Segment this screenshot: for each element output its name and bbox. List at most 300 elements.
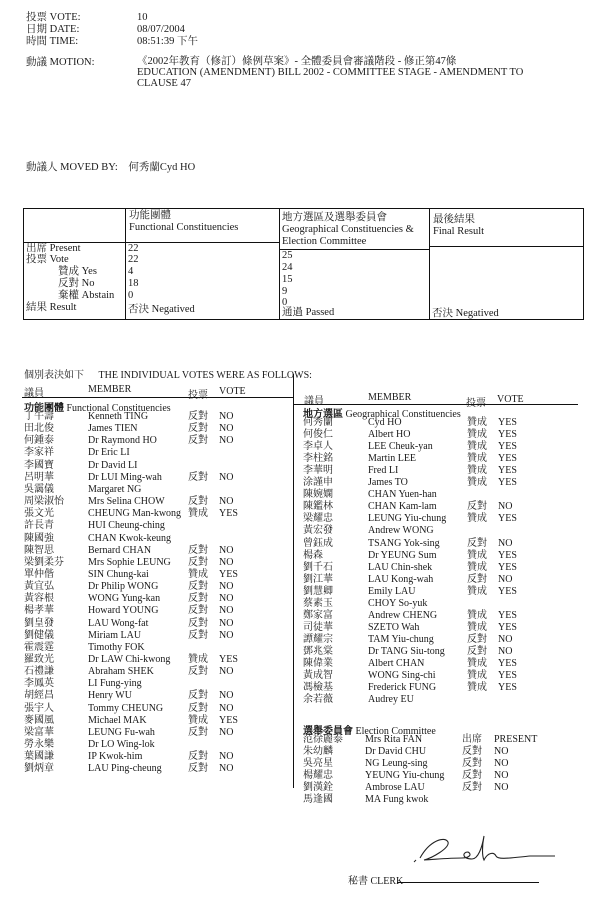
member-name-en: Dr LAW Chi-kwong bbox=[88, 654, 171, 665]
vote-en: NO bbox=[219, 666, 234, 678]
member-name-en: CHEUNG Man-kwong bbox=[88, 508, 182, 520]
vote-en: YES bbox=[498, 549, 517, 561]
member-name-en: Tommy CHEUNG bbox=[88, 702, 164, 714]
member-name-zh: 黃宏發 bbox=[303, 525, 333, 537]
final-header-en: Final Result bbox=[433, 226, 485, 237]
vote-en: YES bbox=[498, 561, 517, 573]
member-row bbox=[24, 411, 279, 423]
column-divider bbox=[293, 374, 294, 788]
member-row bbox=[24, 666, 279, 678]
vote-en: PRESENT bbox=[494, 734, 538, 745]
member-name-zh: 馬逢國 bbox=[303, 794, 333, 805]
member-name-zh: 鄧兆棠 bbox=[303, 645, 333, 657]
right-col-vote-zh: 投票 bbox=[466, 398, 486, 409]
right-col-vote-en: VOTE bbox=[497, 394, 524, 405]
vote-en: NO bbox=[219, 702, 234, 714]
vote-zh: 反對 bbox=[462, 782, 482, 793]
vote-zh: 反對 bbox=[188, 702, 208, 714]
member-name-zh: 葉國謙 bbox=[24, 751, 54, 763]
member-name-zh: 吳靄儀 bbox=[24, 483, 54, 495]
member-name-zh: 胡經昌 bbox=[24, 690, 54, 702]
member-row bbox=[24, 508, 279, 520]
member-name-zh: 梁劉柔芬 bbox=[24, 556, 64, 568]
vote-zh: 贊成 bbox=[188, 568, 208, 580]
member-row bbox=[303, 538, 558, 550]
member-name-zh: 李鳳英 bbox=[24, 678, 54, 690]
vote-zh: 贊成 bbox=[467, 585, 487, 597]
functional-vote: 22 bbox=[128, 254, 139, 265]
member-name-en: Cyd HO bbox=[368, 417, 402, 428]
member-name-zh: 黃成智 bbox=[303, 670, 333, 682]
member-name-en: LEUNG Fu-wah bbox=[88, 726, 155, 738]
member-row bbox=[303, 770, 554, 782]
member-name-en: Dr YEUNG Sum bbox=[368, 549, 437, 561]
vote-zh: 反對 bbox=[188, 629, 208, 641]
member-name-zh: 呂明華 bbox=[24, 471, 54, 483]
vote-en: YES bbox=[498, 465, 517, 477]
ec-section-en: Election Committee bbox=[355, 726, 436, 737]
member-row bbox=[303, 746, 554, 758]
member-name-zh: 李華明 bbox=[303, 465, 333, 477]
geo-yes: 15 bbox=[282, 274, 293, 285]
functional-yes: 4 bbox=[128, 266, 134, 277]
vote-zh: 出席 bbox=[462, 734, 482, 745]
vote-zh: 贊成 bbox=[188, 714, 208, 726]
member-name-en: Albert HO bbox=[368, 429, 411, 441]
member-name-zh: 許長青 bbox=[24, 520, 54, 532]
vote-zh: 贊成 bbox=[467, 441, 487, 453]
member-name-en: LAU Chin-shek bbox=[368, 561, 433, 573]
vote-en: NO bbox=[498, 573, 513, 585]
member-row bbox=[24, 642, 279, 654]
geo-no: 9 bbox=[282, 286, 288, 297]
member-row bbox=[24, 703, 279, 715]
vote-label: 投票 VOTE: bbox=[26, 12, 81, 23]
vote-en: NO bbox=[219, 496, 234, 508]
member-name-zh: 張宇人 bbox=[24, 702, 54, 714]
functional-abstain: 0 bbox=[128, 290, 134, 301]
vote-zh: 反對 bbox=[188, 471, 208, 483]
member-name-zh: 鄭家富 bbox=[303, 609, 333, 621]
member-row bbox=[303, 429, 558, 441]
member-name-en: Albert CHAN bbox=[368, 658, 425, 669]
vote-zh: 反對 bbox=[188, 411, 208, 422]
geo-header-en-1: Geographical Constituencies & bbox=[282, 224, 414, 235]
vote-en: NO bbox=[498, 633, 513, 645]
member-name-en: Bernard CHAN bbox=[88, 544, 152, 556]
member-row bbox=[24, 690, 279, 702]
clerk-signature bbox=[410, 832, 560, 872]
member-name-en: LI Fung-ying bbox=[88, 678, 142, 690]
member-name-en: Michael MAK bbox=[88, 714, 147, 726]
left-col-member-zh: 議員 bbox=[24, 388, 44, 399]
left-col-vote-en: VOTE bbox=[219, 386, 246, 397]
member-name-en: Abraham SHEK bbox=[88, 666, 154, 678]
member-name-en: LAU Kong-wah bbox=[368, 573, 434, 585]
table-divider bbox=[429, 209, 430, 319]
vote-zh: 贊成 bbox=[467, 561, 487, 573]
member-name-zh: 李柱銘 bbox=[303, 453, 333, 465]
vote-zh: 贊成 bbox=[467, 513, 487, 525]
member-row bbox=[24, 435, 279, 447]
member-row bbox=[303, 417, 558, 429]
vote-en: YES bbox=[219, 654, 238, 665]
vote-en: NO bbox=[219, 593, 234, 605]
member-row bbox=[303, 634, 558, 646]
member-name-en: Mrs Selina CHOW bbox=[88, 496, 165, 508]
member-row bbox=[24, 593, 279, 605]
member-row bbox=[24, 472, 279, 484]
member-row bbox=[303, 586, 558, 598]
member-row bbox=[303, 622, 558, 634]
left-header-rule bbox=[22, 397, 294, 398]
functional-header-en: Functional Constituencies bbox=[129, 222, 239, 233]
vote-en: NO bbox=[219, 605, 234, 617]
member-row bbox=[303, 465, 558, 477]
member-name-en: Martin LEE bbox=[368, 453, 417, 465]
member-row bbox=[24, 569, 279, 581]
vote-en: YES bbox=[498, 417, 517, 428]
functional-header-zh: 功能團體 bbox=[129, 210, 171, 221]
vote-en: NO bbox=[219, 726, 234, 738]
member-name-en: James TIEN bbox=[88, 423, 138, 435]
vote-en: YES bbox=[498, 585, 517, 597]
member-name-en: NG Leung-sing bbox=[365, 758, 428, 769]
vote-zh: 贊成 bbox=[467, 621, 487, 633]
final-header-zh: 最後結果 bbox=[433, 214, 475, 225]
left-col-member-en: MEMBER bbox=[88, 384, 132, 395]
member-name-zh: 陳智思 bbox=[24, 544, 54, 556]
member-name-zh: 司徒華 bbox=[303, 621, 333, 633]
member-name-en: Dr David LI bbox=[88, 459, 138, 471]
member-name-zh: 蔡素玉 bbox=[303, 597, 333, 609]
vote-en: NO bbox=[494, 782, 509, 793]
vote-zh: 反對 bbox=[467, 645, 487, 657]
member-name-en: Margaret NG bbox=[88, 483, 142, 495]
vote-en: NO bbox=[219, 435, 234, 447]
member-name-en: Dr TANG Siu-tong bbox=[368, 645, 445, 657]
vote-zh: 反對 bbox=[462, 746, 482, 757]
member-name-en: Howard YOUNG bbox=[88, 605, 159, 617]
member-name-en: Andrew WONG bbox=[368, 525, 434, 537]
vote-zh: 反對 bbox=[467, 537, 487, 549]
member-name-zh: 劉炳章 bbox=[24, 763, 54, 775]
vote-en: NO bbox=[494, 770, 509, 781]
vote-zh: 反對 bbox=[188, 496, 208, 508]
vote-en: YES bbox=[498, 670, 517, 682]
member-row bbox=[303, 794, 554, 806]
vote-en: NO bbox=[219, 556, 234, 568]
geo-section-en: Geographical Constituencies bbox=[345, 409, 461, 420]
vote-en: YES bbox=[498, 609, 517, 621]
member-name-zh: 陳國強 bbox=[24, 532, 54, 544]
member-name-zh: 劉慧卿 bbox=[303, 585, 333, 597]
member-name-en: LAU Ping-cheung bbox=[88, 763, 162, 775]
member-name-en: Fred LI bbox=[368, 465, 399, 477]
table-divider bbox=[125, 242, 279, 243]
member-name-en: SIN Chung-kai bbox=[88, 568, 149, 580]
row-label-result: 結果 Result bbox=[26, 302, 77, 313]
member-name-zh: 劉江華 bbox=[303, 573, 333, 585]
member-name-zh: 余若薇 bbox=[303, 694, 333, 706]
member-name-en: LEUNG Yiu-chung bbox=[368, 513, 447, 525]
table-divider bbox=[125, 209, 126, 319]
member-row bbox=[303, 550, 558, 562]
member-name-en: CHAN Kwok-keung bbox=[88, 532, 172, 544]
member-name-zh: 石禮謙 bbox=[24, 666, 54, 678]
member-row bbox=[24, 545, 279, 557]
member-row bbox=[303, 525, 558, 537]
vote-en: YES bbox=[498, 429, 517, 441]
member-name-en: Timothy FOK bbox=[88, 641, 145, 653]
member-row bbox=[24, 739, 279, 751]
row-label-no: 反對 No bbox=[58, 278, 95, 289]
member-row bbox=[303, 782, 554, 794]
member-name-en: LAU Wong-fat bbox=[88, 617, 149, 629]
member-name-en: Dr LO Wing-lok bbox=[88, 739, 155, 751]
clerk-signature-line bbox=[397, 882, 539, 883]
member-name-en: Henry WU bbox=[88, 690, 132, 702]
row-label-abstain: 棄權 Abstain bbox=[58, 290, 115, 301]
member-name-en: TSANG Yok-sing bbox=[368, 537, 440, 549]
member-name-en: Andrew CHENG bbox=[368, 609, 438, 621]
member-name-en: LEE Cheuk-yan bbox=[368, 441, 433, 453]
member-name-en: CHAN Kam-lam bbox=[368, 501, 437, 513]
vote-zh: 反對 bbox=[188, 544, 208, 556]
member-row bbox=[303, 758, 554, 770]
member-row bbox=[303, 734, 554, 746]
table-divider bbox=[279, 249, 429, 250]
row-label-yes: 贊成 Yes bbox=[58, 266, 97, 277]
member-row bbox=[24, 678, 279, 690]
vote-value: 10 bbox=[137, 12, 148, 23]
vote-zh: 反對 bbox=[188, 435, 208, 447]
vote-en: YES bbox=[498, 513, 517, 525]
motion-text bbox=[137, 56, 557, 89]
member-name-zh: 楊耀忠 bbox=[303, 770, 333, 781]
motion-label: 動議 MOTION: bbox=[26, 57, 95, 68]
member-name-zh: 范徐麗泰 bbox=[303, 734, 343, 745]
vote-zh: 贊成 bbox=[467, 465, 487, 477]
member-name-zh: 馮檢基 bbox=[303, 682, 333, 694]
individual-title-en: THE INDIVIDUAL VOTES WERE AS FOLLOWS: bbox=[98, 370, 312, 381]
member-name-zh: 梁富華 bbox=[24, 726, 54, 738]
member-row bbox=[24, 460, 279, 472]
vote-zh: 反對 bbox=[188, 666, 208, 678]
vote-zh: 贊成 bbox=[467, 549, 487, 561]
vote-zh: 反對 bbox=[188, 726, 208, 738]
vote-zh: 反對 bbox=[467, 501, 487, 513]
vote-zh: 贊成 bbox=[467, 417, 487, 428]
vote-en: NO bbox=[219, 423, 234, 435]
member-row bbox=[24, 715, 279, 727]
member-row bbox=[303, 670, 558, 682]
moved-by-row bbox=[26, 159, 195, 174]
member-name-en: TAM Yiu-chung bbox=[368, 633, 434, 645]
member-name-en: Kenneth TING bbox=[88, 411, 149, 422]
summary-table bbox=[23, 208, 584, 320]
member-name-zh: 陳偉業 bbox=[303, 658, 333, 669]
member-name-zh: 李家祥 bbox=[24, 447, 54, 459]
member-name-en: Dr Philip WONG bbox=[88, 581, 159, 593]
member-name-en: WONG Sing-chi bbox=[368, 670, 436, 682]
vote-en: NO bbox=[494, 746, 509, 757]
geo-section-zh: 地方選區 bbox=[303, 409, 343, 420]
vote-zh: 反對 bbox=[188, 581, 208, 593]
member-name-zh: 涂謹申 bbox=[303, 477, 333, 489]
left-col-vote-zh: 投票 bbox=[188, 390, 208, 401]
vote-en: YES bbox=[498, 621, 517, 633]
member-name-en: SZETO Wah bbox=[368, 621, 420, 633]
vote-en: NO bbox=[498, 645, 513, 657]
member-name-zh: 劉皇發 bbox=[24, 617, 54, 629]
member-row bbox=[24, 533, 279, 545]
functional-section-zh: 功能團體 bbox=[24, 403, 64, 414]
member-name-zh: 朱幼麟 bbox=[303, 746, 333, 757]
member-name-zh: 楊森 bbox=[303, 549, 323, 561]
table-divider bbox=[429, 246, 584, 247]
vote-zh: 反對 bbox=[188, 593, 208, 605]
vote-zh: 反對 bbox=[467, 633, 487, 645]
member-row bbox=[24, 630, 279, 642]
vote-en: NO bbox=[498, 501, 513, 513]
functional-present: 22 bbox=[128, 243, 139, 254]
geo-result: 通過 Passed bbox=[282, 307, 335, 318]
motion-en-line2: CLAUSE 47 bbox=[137, 78, 191, 89]
member-row bbox=[24, 447, 279, 459]
member-name-en: CHOY So-yuk bbox=[368, 597, 428, 609]
member-row bbox=[303, 489, 558, 501]
member-name-zh: 單仲偕 bbox=[24, 568, 54, 580]
member-name-zh: 梁耀忠 bbox=[303, 513, 333, 525]
member-name-zh: 黃宜弘 bbox=[24, 581, 54, 593]
member-row bbox=[303, 501, 558, 513]
member-name-en: CHAN Yuen-han bbox=[368, 489, 437, 501]
date-value: 08/07/2004 bbox=[137, 24, 185, 35]
member-name-en: Ambrose LAU bbox=[365, 782, 425, 793]
member-row bbox=[303, 441, 558, 453]
member-name-en: Frederick FUNG bbox=[368, 682, 437, 694]
right-col-member-zh: 議員 bbox=[304, 396, 324, 407]
member-row bbox=[303, 513, 558, 525]
member-name-zh: 田北俊 bbox=[24, 423, 54, 435]
functional-section-en: Functional Constituencies bbox=[66, 403, 171, 414]
member-name-en: Miriam LAU bbox=[88, 629, 142, 641]
member-row bbox=[303, 658, 558, 670]
vote-zh: 反對 bbox=[188, 617, 208, 629]
member-name-zh: 李卓人 bbox=[303, 441, 333, 453]
functional-result: 否決 Negatived bbox=[128, 304, 195, 315]
vote-en: NO bbox=[219, 581, 234, 593]
vote-en: YES bbox=[498, 453, 517, 465]
member-name-zh: 譚耀宗 bbox=[303, 633, 333, 645]
table-divider bbox=[279, 209, 280, 319]
geo-vote: 24 bbox=[282, 262, 293, 273]
geo-header-zh: 地方選區及選舉委員會 bbox=[282, 212, 387, 223]
vote-en: YES bbox=[219, 508, 238, 520]
vote-en: NO bbox=[219, 411, 234, 422]
member-row bbox=[24, 751, 279, 763]
vote-zh: 反對 bbox=[188, 751, 208, 763]
vote-en: NO bbox=[219, 690, 234, 702]
vote-zh: 反對 bbox=[188, 556, 208, 568]
vote-en: NO bbox=[219, 471, 234, 483]
member-name-en: James TO bbox=[368, 477, 408, 489]
member-name-zh: 麥國風 bbox=[24, 714, 54, 726]
member-row bbox=[24, 496, 279, 508]
member-name-en: IP Kwok-him bbox=[88, 751, 143, 763]
time-label: 時間 TIME: bbox=[26, 36, 79, 47]
member-name-zh: 劉漢銓 bbox=[303, 782, 333, 793]
vote-en: NO bbox=[219, 763, 234, 775]
geo-abstain: 0 bbox=[282, 297, 288, 308]
member-row bbox=[24, 605, 279, 617]
row-label-present: 出席 Present bbox=[26, 243, 81, 254]
vote-zh: 反對 bbox=[188, 423, 208, 435]
member-row bbox=[303, 598, 558, 610]
row-label-vote: 投票 Vote bbox=[26, 254, 69, 265]
date-label: 日期 DATE: bbox=[26, 24, 80, 35]
member-row bbox=[303, 694, 558, 706]
member-name-zh: 丁午壽 bbox=[24, 411, 54, 422]
member-name-zh: 勞永樂 bbox=[24, 739, 54, 751]
functional-no: 18 bbox=[128, 278, 139, 289]
member-name-zh: 劉千石 bbox=[303, 561, 333, 573]
vote-zh: 反對 bbox=[188, 763, 208, 775]
member-name-zh: 羅致光 bbox=[24, 654, 54, 665]
member-name-en: YEUNG Yiu-chung bbox=[365, 770, 445, 781]
motion-en-line1: EDUCATION (AMENDMENT) BILL 2002 - COMMITTEE STAGE - AMENDMENT TO bbox=[137, 67, 524, 78]
individual-votes-title bbox=[24, 366, 312, 381]
member-name-zh: 何鍾泰 bbox=[24, 435, 54, 447]
member-name-en: Dr David CHU bbox=[365, 746, 427, 757]
vote-zh: 贊成 bbox=[188, 508, 208, 520]
member-row bbox=[303, 574, 558, 586]
member-row bbox=[303, 477, 558, 489]
time-value: 08:51:39 下午 bbox=[137, 36, 198, 47]
member-name-en: Dr Eric LI bbox=[88, 447, 130, 459]
member-name-zh: 黃容根 bbox=[24, 593, 54, 605]
vote-en: YES bbox=[219, 568, 238, 580]
member-name-zh: 霍震霆 bbox=[24, 641, 54, 653]
ec-section-zh: 選舉委員會 bbox=[303, 726, 353, 737]
vote-zh: 反對 bbox=[462, 758, 482, 769]
member-row bbox=[303, 453, 558, 465]
vote-en: NO bbox=[219, 544, 234, 556]
member-name-en: Mrs Sophie LEUNG bbox=[88, 556, 171, 568]
member-row bbox=[24, 557, 279, 569]
vote-zh: 贊成 bbox=[467, 609, 487, 621]
vote-en: YES bbox=[498, 682, 517, 694]
vote-zh: 贊成 bbox=[188, 654, 208, 665]
member-row bbox=[24, 484, 279, 496]
member-name-en: Dr Raymond HO bbox=[88, 435, 157, 447]
member-name-zh: 陳鑑林 bbox=[303, 501, 333, 513]
member-row bbox=[303, 682, 558, 694]
member-row bbox=[303, 562, 558, 574]
vote-zh: 反對 bbox=[462, 770, 482, 781]
motion-zh: 《2002年教育（修訂）條例草案》- 全體委員會審議階段 - 修正第47條 bbox=[137, 56, 457, 67]
member-name-zh: 楊孝華 bbox=[24, 605, 54, 617]
member-name-zh: 吳亮星 bbox=[303, 758, 333, 769]
member-row bbox=[24, 618, 279, 630]
member-row bbox=[24, 423, 279, 435]
vote-en: YES bbox=[498, 441, 517, 453]
member-row bbox=[24, 581, 279, 593]
member-name-en: MA Fung kwok bbox=[365, 794, 429, 805]
member-name-en: Mrs Rita FAN bbox=[365, 734, 423, 745]
vote-zh: 贊成 bbox=[467, 670, 487, 682]
